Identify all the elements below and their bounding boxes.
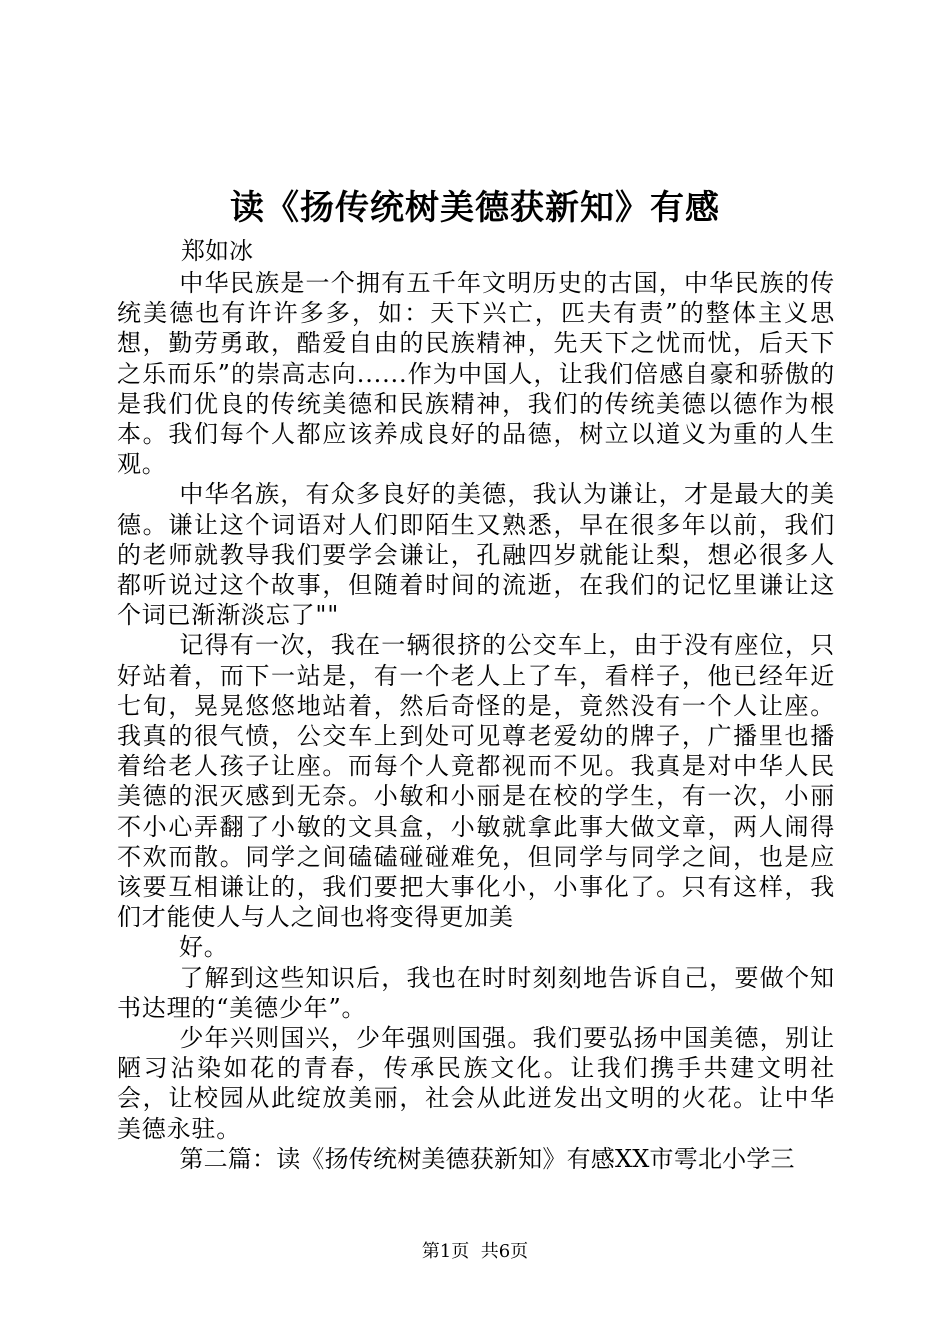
page-footer: 第1页 共6页 xyxy=(421,1241,529,1262)
paragraph-3-continuation: 好。 xyxy=(179,933,229,962)
paragraph-2: 中华名族，有众多良好的美德，我认为谦让，才是最大的美德。谦让这个词语对人们即陌生又熟悉，早在很多年以前，我们的老师就教导我们要学会谦让，孔融四岁就能让梨，想必很多人都听说过这个故事，但随着时间的流逝，在我们的记忆里谦让这个词已渐渐淡忘了"" xyxy=(117,480,835,630)
paragraph-5: 少年兴则国兴，少年强则国强。我们要弘扬中国美德，别让陋习沾染如花的青春，传承民族文化。让我们携手共建文明社会，让校园从此绽放美丽，社会从此迸发出文明的火花。让中华美德永驻。 xyxy=(117,1024,835,1143)
paragraph-3: 记得有一次，我在一辆很挤的公交车上，由于没有座位，只好站着，而下一站是，有一个老人上了车，看样子，他已经年近七旬，晃晃悠悠地站着，然后奇怪的是，竟然没有一个人让座。我真的很气愤，公交车上到处可见尊老爱幼的牌子，广播里也播着给老人孩子让座。而每个人竟都视而不见。我真是对中华人民美德的泯灭感到无奈。小敏和小丽是在校的学生，有一次，小丽不小心弄翻了小敏的文具盒，小敏就拿此事大做文章，两人闹得不欢而散。同学之间磕磕碰碰难免，但同学与同学之间，也是应该要互相谦让的，我们要把大事化小，小事化了。只有这样，我们才能使人与人之间也将变得更加美 xyxy=(117,631,835,932)
document-body xyxy=(117,268,835,1174)
paragraph-1: 中华民族是一个拥有五千年文明历史的古国，中华民族的传统美德也有许许多多，如：天下兴亡，匹夫有责”的整体主义思想，勤劳勇敢，酷爱自由的民族精神，先天下之忧而忧，后天下之乐而乐”的崇高志向......作为中国人，让我们倍感自豪和骄傲的是我们优良的传统美德和民族精神，我们的传统美德以德作为根本。我们每个人都应该养成良好的品德，树立以道义为重的人生观。 xyxy=(117,269,835,479)
author-name: 郑如冰 xyxy=(181,237,253,265)
paragraph-6: 第二篇：读《扬传统树美德获新知》有感XX市雩北小学三 xyxy=(179,1144,795,1173)
paragraph-4: 了解到这些知识后，我也在时时刻刻地告诉自己，要做个知书达理的“美德少年”。 xyxy=(117,963,835,1022)
document-title: 读《扬传统树美德获新知》有感 xyxy=(230,188,720,228)
